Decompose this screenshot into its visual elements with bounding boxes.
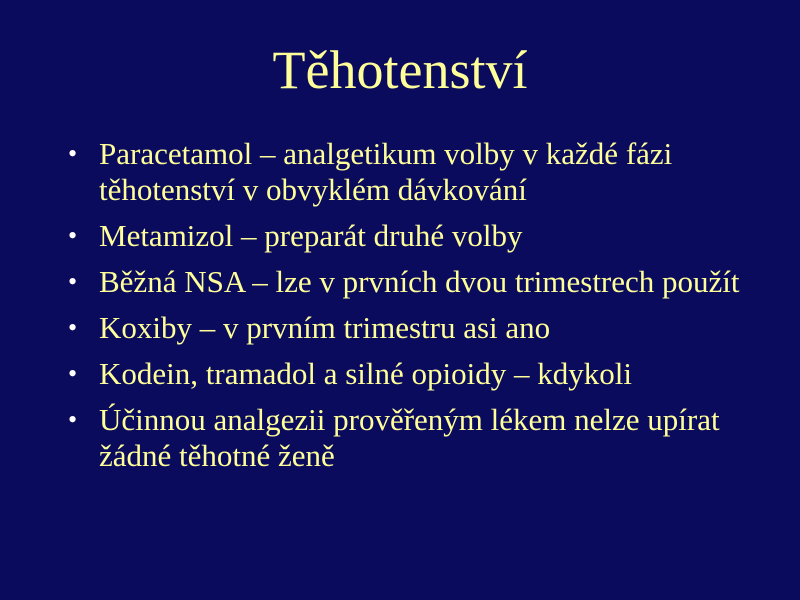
- bullet-text: Kodein, tramadol a silné opioidy – kdykoli: [99, 356, 632, 391]
- bullet-icon: •: [68, 359, 78, 388]
- bullet-list: [68, 136, 758, 484]
- bullet-item: [68, 356, 758, 392]
- bullet-item: [68, 136, 758, 208]
- bullet-text: Účinnou analgezii prověřeným lékem nelze upírat žádné těhotné ženě: [99, 402, 720, 473]
- bullet-icon: •: [68, 313, 78, 342]
- bullet-text: Běžná NSA – lze v prvních dvou trimestrech použít: [99, 264, 740, 299]
- bullet-item: [68, 264, 758, 300]
- bullet-item: [68, 218, 758, 254]
- bullet-text: Metamizol – preparát druhé volby: [99, 218, 523, 253]
- slide-title: Těhotenství: [272, 40, 528, 100]
- bullet-icon: •: [68, 221, 78, 250]
- bullet-icon: •: [68, 267, 78, 296]
- bullet-item: [68, 310, 758, 346]
- bullet-text: Paracetamol – analgetikum volby v každé fázi těhotenství v obvyklém dávkování: [99, 136, 673, 207]
- bullet-item: [68, 402, 758, 474]
- bullet-icon: •: [68, 139, 78, 168]
- bullet-text: Koxiby – v prvním trimestru asi ano: [99, 310, 551, 345]
- bullet-icon: •: [68, 405, 78, 434]
